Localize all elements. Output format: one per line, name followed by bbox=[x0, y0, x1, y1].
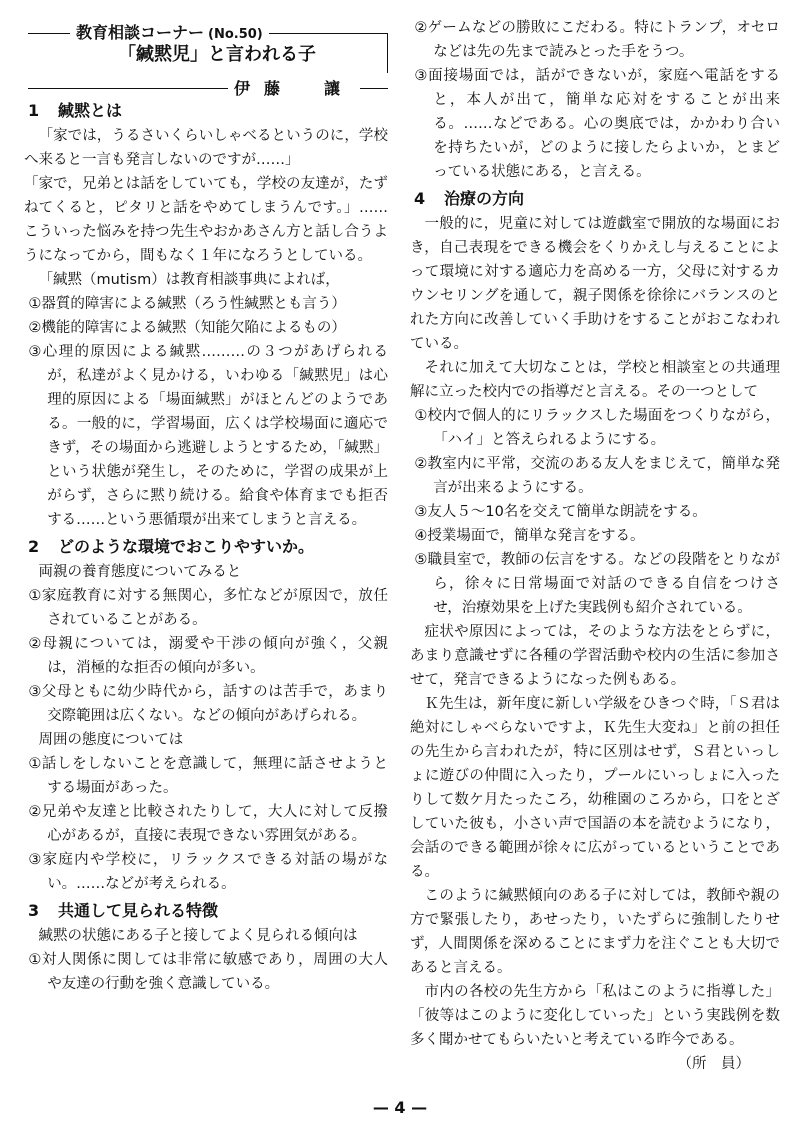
paragraph: 市内の各校の先生方から「私はこのように指導した」「彼等はこのように変化していった」という実践例を数多く聞かせてもらいたいと考えている昨今である。 bbox=[410, 984, 780, 1048]
list-item: ①器質的障害による緘黙（ろう性緘黙とも言う） bbox=[28, 296, 346, 312]
list-item: ①校内で個人的にリラックスした場面をつくりながら，「ハイ」と答えられるようにする。 bbox=[414, 408, 780, 448]
list-item: ③家庭内や学校に，リラックスできる対話の場がない。……などが考えられる。 bbox=[28, 852, 388, 892]
list-item: ③友人５〜10名を交えて簡単な朗読をする。 bbox=[414, 504, 707, 520]
paragraph: 周囲の態度については bbox=[38, 732, 184, 748]
section-2-title: どのような環境でおこりやすいか。 bbox=[58, 537, 315, 556]
list-item: ④授業場面で，簡単な発言をする。 bbox=[414, 528, 645, 544]
list-item: ②兄弟や友達と比較されたりして，大人に対して反撥心があるが，直接に表現できない雰囲気がある。 bbox=[28, 804, 388, 844]
signature: （所 員） bbox=[677, 1056, 750, 1072]
paragraph: 「家では，うるさいくらいしゃべるというのに，学校へ来ると一言も発言しないのですが……」 bbox=[24, 128, 388, 168]
list-item: ①話しをしないことを意識して，無理に話させようとする場面があった。 bbox=[28, 756, 388, 796]
section-1-number: 1 bbox=[28, 101, 40, 120]
list-item: ①対人関係に関しては非常に敏感であり，周囲の大人や友達の行動を強く意識している。 bbox=[28, 952, 388, 992]
article-title: 「緘黙児」と言われる子 bbox=[118, 44, 316, 65]
corner-label-text: 教育相談コーナー bbox=[76, 23, 205, 42]
left-column bbox=[24, 16, 388, 996]
section-1-heading bbox=[24, 100, 388, 122]
article-header bbox=[28, 16, 388, 96]
paragraph: それに加えて大切なことは，学校と相談室との共通理解に立った校内での指導だと言える。その一つとして bbox=[410, 360, 780, 400]
section-2-number: 2 bbox=[28, 537, 40, 556]
article-author: 伊藤 讓 bbox=[228, 76, 360, 99]
paragraph: 「緘黙（mutism）は教育相談事典によれば， bbox=[38, 272, 340, 288]
section-4-title: 治療の方向 bbox=[444, 189, 525, 208]
paragraph: 症状や原因によっては，そのような方法をとらずに，あまり意識せずに各種の学習活動や校内の生活に参加させて，発言できるようになった例もある。 bbox=[410, 624, 780, 688]
issue-number: (No.50) bbox=[208, 27, 263, 42]
paragraph: 「家で，兄弟とは話をしていても，学校の友達が，たずねてくると，ピタリと話をやめてしまうんです。」……こういった悩みを持つ先生やおかあさん方と話し合うようになってから，間もなく１年になろうとしている。 bbox=[24, 176, 388, 264]
section-1-title: 緘黙とは bbox=[58, 101, 123, 120]
section-4-number: 4 bbox=[414, 189, 426, 208]
section-3-heading bbox=[24, 900, 388, 922]
list-item: ②機能的障害による緘黙（知能欠陥によるもの） bbox=[28, 320, 346, 336]
paragraph: 緘黙の状態にある子と接してよく見られる傾向は bbox=[38, 928, 358, 944]
list-item: ②教室内に平常，交流のある友人をまじえて，簡単な発言が出来るようにする。 bbox=[414, 456, 780, 496]
paragraph: Ｋ先生は，新年度に新しい学級をひきつぐ時，「Ｓ君は絶対にしゃべらないですよ，Ｋ先生大変ね」と前の担任の先生から言われたが，特に区別はせず，Ｓ君といっしょに遊びの仲間に入ったり，プールにいっしょに入ったりして数ケ月たったころ，幼稚園のころから，口をとざしていた彼も，小さい声で国語の本を読むようになり，会話のできる範囲が徐々に広がっているということである。 bbox=[410, 696, 780, 880]
section-3-title: 共通して見られる特徴 bbox=[58, 901, 219, 920]
list-item: ⑤職員室で，教師の伝言をする。などの段階をとりながら，徐々に日常場面で対話のできる自信をつけさせ，治療効果を上げた実践例も紹介されている。 bbox=[414, 552, 780, 616]
list-item: ②母親については，溺愛や干渉の傾向が強く，父親は，消極的な拒否の傾向が多い。 bbox=[28, 636, 388, 676]
paragraph: 両親の養育態度についてみると bbox=[38, 564, 242, 580]
list-item: ②ゲームなどの勝敗にこだわる。特にトランプ，オセロなどは先の先まで読みとった手をうつ。 bbox=[414, 20, 780, 60]
header-rule-right bbox=[387, 33, 388, 73]
list-item: ③面接場面では，話ができないが，家庭へ電話をすると，本人が出て，簡単な応対をすることが出来る。……などである。心の奥底では，かかわり合いを持ちたいが，どのように接したらよいか，とまどっている状態にある，と言える。 bbox=[414, 68, 780, 180]
page-number: — 4 — bbox=[372, 1098, 428, 1117]
section-3-number: 3 bbox=[28, 901, 40, 920]
list-item: ①家庭教育に対する無関心，多忙などが原因で，放任されていることがある。 bbox=[28, 588, 388, 628]
paragraph: このように緘黙傾向のある子に対しては，教師や親の方で緊張したり，あせったり，いたずらに強制したりせず，人間関係を深めることにまず力を注ぐことも大切であると言える。 bbox=[410, 888, 780, 976]
section-4-heading bbox=[410, 188, 780, 210]
list-item: ③父母ともに幼少時代から，話すのは苦手で，あまり交際範囲は広くない。などの傾向があげられる。 bbox=[28, 684, 388, 724]
paragraph: 一般的に，児童に対しては遊戯室で開放的な場面におき，自己表現をできる機会をくりかえし与えることによって環境に対する適応力を高める一方，父母に対するカウンセリングを通して，親子関係を徐徐にバランスのとれた方向に改善していく手助けをすることがおこなわれている。 bbox=[410, 216, 780, 352]
right-column bbox=[410, 16, 780, 1076]
section-2-heading bbox=[24, 536, 388, 558]
list-item: ③心理的原因による緘黙………の３つがあげられるが，私達がよく見かける，いわゆる「緘黙児」は心理的原因による「場面緘黙」がほとんどのようである。一般的に，学習場面，広くは学校場面に適応できず，その場面から逃避しようとするため，「緘黙」という状態が発生し，そのために，学習の成果が上がらず，さらに黙り続ける。給食や体育までも拒否する……という悪循環が出来てしまうと言える。 bbox=[28, 344, 388, 528]
